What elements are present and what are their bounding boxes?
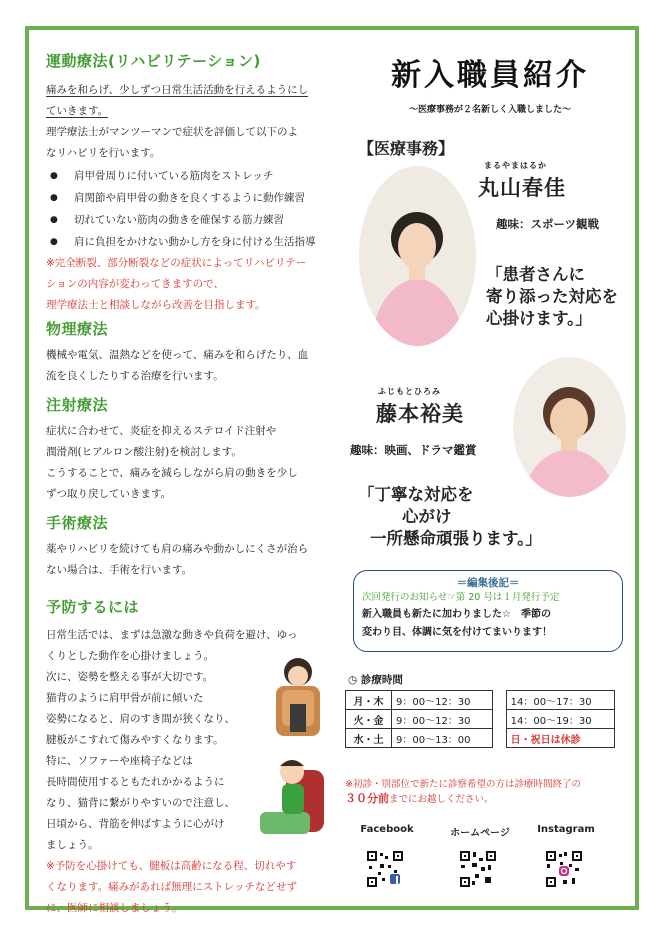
physical-line-2: 流を良くしたりする治療を行います。 <box>46 370 224 382</box>
staff-2-hobby: 趣味：映画、ドラマ鑑賞 <box>350 443 477 457</box>
hours-label <box>348 672 403 687</box>
clock-icon: ◷ <box>348 674 358 686</box>
injection-line-2: 潤滑剤(ヒアルロン酸注射)を検討します。 <box>46 446 242 458</box>
prevention-line: 長時間使用するともたれかかるように <box>46 776 225 788</box>
department-label: 【医療事務】 <box>358 139 455 158</box>
list-item: ● 肩甲骨周りに付いている筋肉をストレッチ <box>46 165 350 187</box>
prevention-line: 姿勢になると、肩のすき間が狭くなり、 <box>46 713 235 725</box>
list-item: ● 切れていない筋肉の動きを確保する筋力練習 <box>46 209 350 231</box>
rehab-lead-1: 痛みを和らげ、少しずつ日常生活活動を行えるようにし <box>46 84 309 96</box>
table-row <box>346 729 615 748</box>
table-row <box>346 710 615 729</box>
rehab-heading: 運動療法(リハビリテーション) <box>46 52 261 70</box>
prevention-line: 猫背のように肩甲骨が前に傾いた <box>46 692 204 704</box>
rehab-body <box>46 80 350 316</box>
prevention-line: 次に、姿勢を整える事が大切です。 <box>46 671 214 683</box>
editor-note-box <box>353 570 623 652</box>
staff-2-quote-line: 一所懸命頑張ります。」 <box>370 529 542 548</box>
rehab-intro-2: なリハビリを行います。 <box>46 147 161 159</box>
staff-1-quote <box>486 264 618 330</box>
injection-section <box>46 394 350 505</box>
physical-section <box>46 318 350 387</box>
injection-line-4: ずつ取り戻していきます。 <box>46 488 172 500</box>
staff-2-quote-line: 心がけ <box>402 507 452 526</box>
prevention-line: ましょう。 <box>46 839 99 851</box>
hunched-woman-illustration <box>268 646 328 746</box>
hours-day: 水・土 <box>346 729 392 748</box>
homepage-qr-code[interactable] <box>459 850 497 888</box>
prevention-note-3: に、医師に相談しましょう。 <box>46 902 183 914</box>
hours-late-note-2: までにお越しください。 <box>389 794 494 805</box>
prevention-line: 特に、ソファーや座椅子などは <box>46 755 193 767</box>
hours-am: 9：00〜12：30 <box>392 691 493 710</box>
sofa-man-illustration <box>256 752 328 840</box>
hours-pm: 14：00〜19：30 <box>506 710 614 729</box>
instagram-qr-code[interactable] <box>545 850 583 888</box>
surgery-line-1: 薬やリハビリを続けても肩の痛みや動かしにくさが治ら <box>46 543 309 555</box>
facebook-qr-code[interactable] <box>366 850 404 888</box>
editor-note-line: 新入職員も新たに加わりました☆ 季節の <box>362 609 551 620</box>
facebook-label: Facebook <box>360 824 414 835</box>
staff-1-quote-line: 心掛けます。」 <box>486 309 592 328</box>
injection-line-1: 症状に合わせて、炎症を抑えるステロイド注射や <box>46 425 277 437</box>
prevention-line: くりとした動作を心掛けましょう。 <box>46 650 214 662</box>
hours-late-note-emphasis: ３０分前 <box>345 792 389 805</box>
staff-2-quote-line: 「丁寧な対応を <box>358 485 474 504</box>
editor-note-title: ＝編集後記＝ <box>456 577 520 589</box>
staff-1-name: 丸山春佳 <box>478 176 566 200</box>
list-item: ● 肩に負担をかけない動かし方を身に付ける生活指導 <box>46 231 350 253</box>
physical-line-1: 機械や電気、温熱などを使って、痛みを和らげたり、血 <box>46 349 309 361</box>
hours-day: 月・木 <box>346 691 392 710</box>
hours-pm: 14：00〜17：30 <box>506 691 614 710</box>
rehab-bullet-list <box>46 165 350 253</box>
rehab-note-2: ションの内容が変わってきますので、 <box>46 278 224 290</box>
rehab-lead-2: ていきます。 <box>46 105 109 117</box>
page-subtitle: 〜医療事務が２名新しく入職しました〜 <box>408 105 571 115</box>
hours-label-text: 診療時間 <box>360 674 403 686</box>
hours-closed-note: 日・祝日は休診 <box>506 729 614 748</box>
hours-day: 火・金 <box>346 710 392 729</box>
surgery-line-2: ない場合は、手術を行います。 <box>46 564 193 576</box>
injection-heading: 注射療法 <box>46 396 109 414</box>
staff-1-hobby: 趣味：スポーツ観戦 <box>496 217 600 231</box>
injection-line-3: こうすることで、痛みを減らしながら肩の動きを少し <box>46 467 298 479</box>
physical-heading: 物理療法 <box>46 320 109 338</box>
rehab-intro-1: 理学療法士がマンツーマンで症状を評価して以下のよ <box>46 126 298 138</box>
staff-photo-fujimoto <box>513 357 626 497</box>
prevention-heading: 予防するには <box>46 598 140 616</box>
instagram-label: Instagram <box>537 824 595 835</box>
staff-1-quote-line: 「患者さんに <box>486 265 585 284</box>
hours-late-note-1: ※初診・別部位で新たに診察希望の方は診療時間終了の <box>345 779 581 790</box>
page-title: 新入職員紹介 <box>391 58 589 93</box>
staff-2-name: 藤本裕美 <box>376 402 464 426</box>
staff-photo-maruyama <box>359 166 476 346</box>
staff-2-ruby: ふじもとひろみ <box>378 387 441 396</box>
hours-am: 9：00〜12：30 <box>392 710 493 729</box>
surgery-heading: 手術療法 <box>46 514 109 532</box>
prevention-line: 日常生活では、まずは急激な動きや負荷を避け、ゆっ <box>46 629 298 641</box>
prevention-note-2: くなります。痛みがあれば無理にストレッチなどせず <box>46 881 298 893</box>
list-item: ● 肩関節や肩甲骨の動きを良くするように動作練習 <box>46 187 350 209</box>
prevention-line: 腱板がこすれて傷みやすくなります。 <box>46 734 224 746</box>
hours-late-note <box>345 778 630 807</box>
rehab-section <box>46 50 350 71</box>
staff-1-ruby: まるやまはるか <box>484 161 547 170</box>
table-row <box>346 691 615 710</box>
homepage-label: ホームページ <box>450 828 510 839</box>
hours-table <box>345 690 615 748</box>
surgery-section <box>46 512 350 581</box>
prevention-note-1: ※予防を心掛けても、腱板は高齢になる程、切れやす <box>46 860 297 872</box>
staff-2-quote <box>358 484 542 550</box>
staff-1-quote-line: 寄り添った対応を <box>486 287 618 306</box>
editor-note-line: 変わり目、体調に気を付けてまいります！ <box>362 627 552 638</box>
rehab-note-1: ※完全断裂、部分断裂などの症状によってリハビリテー <box>46 257 307 269</box>
editor-next-issue: 次回発行のお知らせ☞第 20 号は１月発行予定 <box>362 592 560 603</box>
rehab-note-3: 理学療法士と相談しながら改善を目指します。 <box>46 299 266 311</box>
prevention-line: なり、猫背に繋がりやすいので注意し、 <box>46 797 235 809</box>
prevention-line: 日頃から、背筋を伸ばすように心がけ <box>46 818 225 830</box>
hours-am: 9：00〜13：00 <box>392 729 493 748</box>
